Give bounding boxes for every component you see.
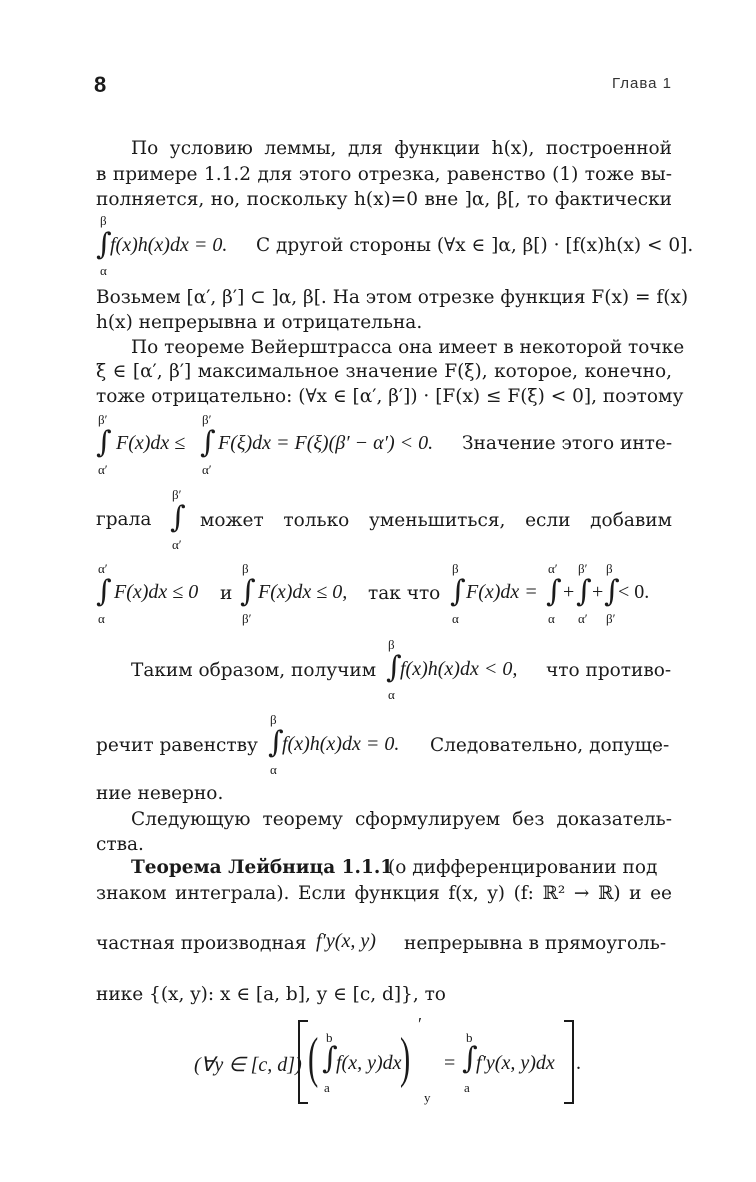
integral-sign: ∫ bbox=[450, 574, 466, 609]
upper-limit: β bbox=[452, 561, 459, 576]
text-line: знаком интеграла). Если функция f(x, y) (f: ℝ² → ℝ) и ее bbox=[96, 883, 672, 904]
integral-sign: ∫ bbox=[462, 1041, 478, 1076]
text-line: ства. bbox=[96, 834, 144, 855]
text-line: По теореме Вейерштрасса она имеет в некоторой точке bbox=[131, 337, 685, 358]
upper-limit: β bbox=[388, 637, 395, 652]
text-line: Таким образом, получим bbox=[131, 660, 377, 681]
theorem-title: Теорема Лейбница 1.1.1 bbox=[131, 857, 394, 878]
text-line: и bbox=[220, 583, 233, 604]
upper-limit: β′ bbox=[98, 412, 108, 427]
equals-sign: = bbox=[444, 1052, 456, 1074]
upper-limit: β′ bbox=[172, 487, 182, 502]
integral-sign: ∫ bbox=[96, 227, 112, 262]
prime-mark: ′ bbox=[418, 1014, 422, 1034]
formula: f′y(x, y) bbox=[316, 930, 376, 952]
upper-limit: β bbox=[100, 213, 107, 228]
lower-limit: α bbox=[548, 611, 555, 626]
formula: F(ξ)dx = F(ξ)(β′ − α′) < 0. bbox=[218, 432, 434, 454]
text-line: речит равенству bbox=[96, 735, 258, 756]
page-number: 8 bbox=[94, 72, 107, 97]
formula: + bbox=[592, 581, 604, 603]
upper-limit: β bbox=[606, 561, 613, 576]
formula: < 0. bbox=[618, 581, 650, 603]
lower-limit: α bbox=[98, 611, 105, 626]
text-line: грала bbox=[96, 509, 152, 530]
upper-limit: b bbox=[466, 1030, 473, 1045]
formula: f′y(x, y)dx bbox=[476, 1052, 555, 1074]
text-line: полняется, но, поскольку h(x)=0 вне ]α, β[, то фактически bbox=[96, 189, 672, 210]
text-line: нике {(x, y): x ∈ [a, b], y ∈ [c, d]}, то bbox=[96, 984, 446, 1005]
upper-limit: β′ bbox=[578, 561, 588, 576]
upper-limit: b bbox=[326, 1030, 333, 1045]
text-line: непрерывна в прямоуголь- bbox=[404, 933, 667, 954]
chapter-title: Глава 1 bbox=[611, 75, 672, 92]
text-line: С другой стороны (∀x ∈ ]α, β[) · [f(x)h(x) < 0]. bbox=[256, 235, 694, 256]
integral-sign: ∫ bbox=[240, 574, 256, 609]
lower-limit: β′ bbox=[242, 611, 252, 626]
upper-limit: α′ bbox=[548, 561, 558, 576]
formula: F(x)dx ≤ 0, bbox=[258, 581, 348, 603]
text-line: может только уменьшиться, если добавим bbox=[200, 510, 672, 531]
integral-sign: ∫ bbox=[96, 574, 112, 609]
integral-sign: ∫ bbox=[268, 725, 284, 760]
formula-period: . bbox=[576, 1052, 581, 1074]
text-line: Следовательно, допуще- bbox=[430, 735, 670, 756]
text-line: ξ ∈ [α′, β′] максимальное значение F(ξ), которое, конечно, bbox=[96, 361, 672, 382]
text-line: в примере 1.1.2 для этого отрезка, равенство (1) тоже вы- bbox=[96, 164, 672, 185]
lower-limit: β′ bbox=[606, 611, 616, 626]
lower-limit: α′ bbox=[578, 611, 588, 626]
integral-sign: ∫ bbox=[576, 574, 592, 609]
text-line: Возьмем [α′, β′] ⊂ ]α, β[. На этом отрезке функция F(x) = f(x) bbox=[96, 287, 689, 308]
text-line: h(x) непрерывна и отрицательна. bbox=[96, 312, 423, 333]
lower-limit: α bbox=[388, 687, 395, 702]
text-line: что противо- bbox=[546, 660, 672, 681]
lower-limit: α′ bbox=[172, 537, 182, 552]
integral-sign: ∫ bbox=[546, 574, 562, 609]
formula: f(x)h(x)dx < 0, bbox=[400, 658, 518, 680]
upper-limit: α′ bbox=[98, 561, 108, 576]
integral-sign: ∫ bbox=[200, 425, 216, 460]
formula: f(x, y)dx bbox=[336, 1052, 402, 1074]
left-paren: ( bbox=[308, 1027, 319, 1089]
formula: F(x)dx ≤ 0 bbox=[114, 581, 199, 603]
text-line: По условию леммы, для функции h(x), построенной bbox=[131, 138, 672, 159]
formula-quantifier: (∀y ∈ [c, d]) bbox=[194, 1054, 302, 1076]
text-line: Значение этого инте- bbox=[462, 433, 673, 454]
lower-limit: a bbox=[464, 1080, 470, 1095]
left-square-bracket bbox=[298, 1020, 308, 1104]
integral-sign: ∫ bbox=[96, 425, 112, 460]
formula: + bbox=[563, 581, 575, 603]
lower-limit: α bbox=[452, 611, 459, 626]
formula: F(x)dx ≤ bbox=[116, 432, 186, 454]
text-line: ние неверно. bbox=[96, 783, 224, 804]
upper-limit: β bbox=[270, 712, 277, 727]
text-line: Следующую теорему сформулируем без доказатель- bbox=[131, 809, 672, 830]
text-line: частная производная bbox=[96, 933, 307, 954]
formula: f(x)h(x)dx = 0. bbox=[282, 733, 400, 755]
text-line: тоже отрицательно: (∀x ∈ [α′, β′]) · [F(x) ≤ F(ξ) < 0], поэтому bbox=[96, 386, 684, 407]
lower-limit: a bbox=[324, 1080, 330, 1095]
lower-limit: α bbox=[100, 263, 107, 278]
lower-limit: α′ bbox=[98, 462, 108, 477]
integral-sign: ∫ bbox=[386, 650, 402, 685]
lower-limit: α′ bbox=[202, 462, 212, 477]
right-paren: ) bbox=[400, 1027, 411, 1089]
integral-sign: ∫ bbox=[170, 500, 186, 535]
formula: F(x)dx = bbox=[466, 581, 538, 603]
right-square-bracket bbox=[564, 1020, 574, 1104]
lower-limit: α bbox=[270, 762, 277, 777]
text-line: так что bbox=[368, 583, 441, 604]
upper-limit: β′ bbox=[202, 412, 212, 427]
formula: f(x)h(x)dx = 0. bbox=[110, 234, 228, 256]
upper-limit: β bbox=[242, 561, 249, 576]
integral-sign: ∫ bbox=[322, 1041, 338, 1076]
text-line: (о дифференцировании под bbox=[388, 857, 658, 878]
subscript-y: y bbox=[424, 1090, 431, 1105]
integral-sign: ∫ bbox=[604, 574, 620, 609]
